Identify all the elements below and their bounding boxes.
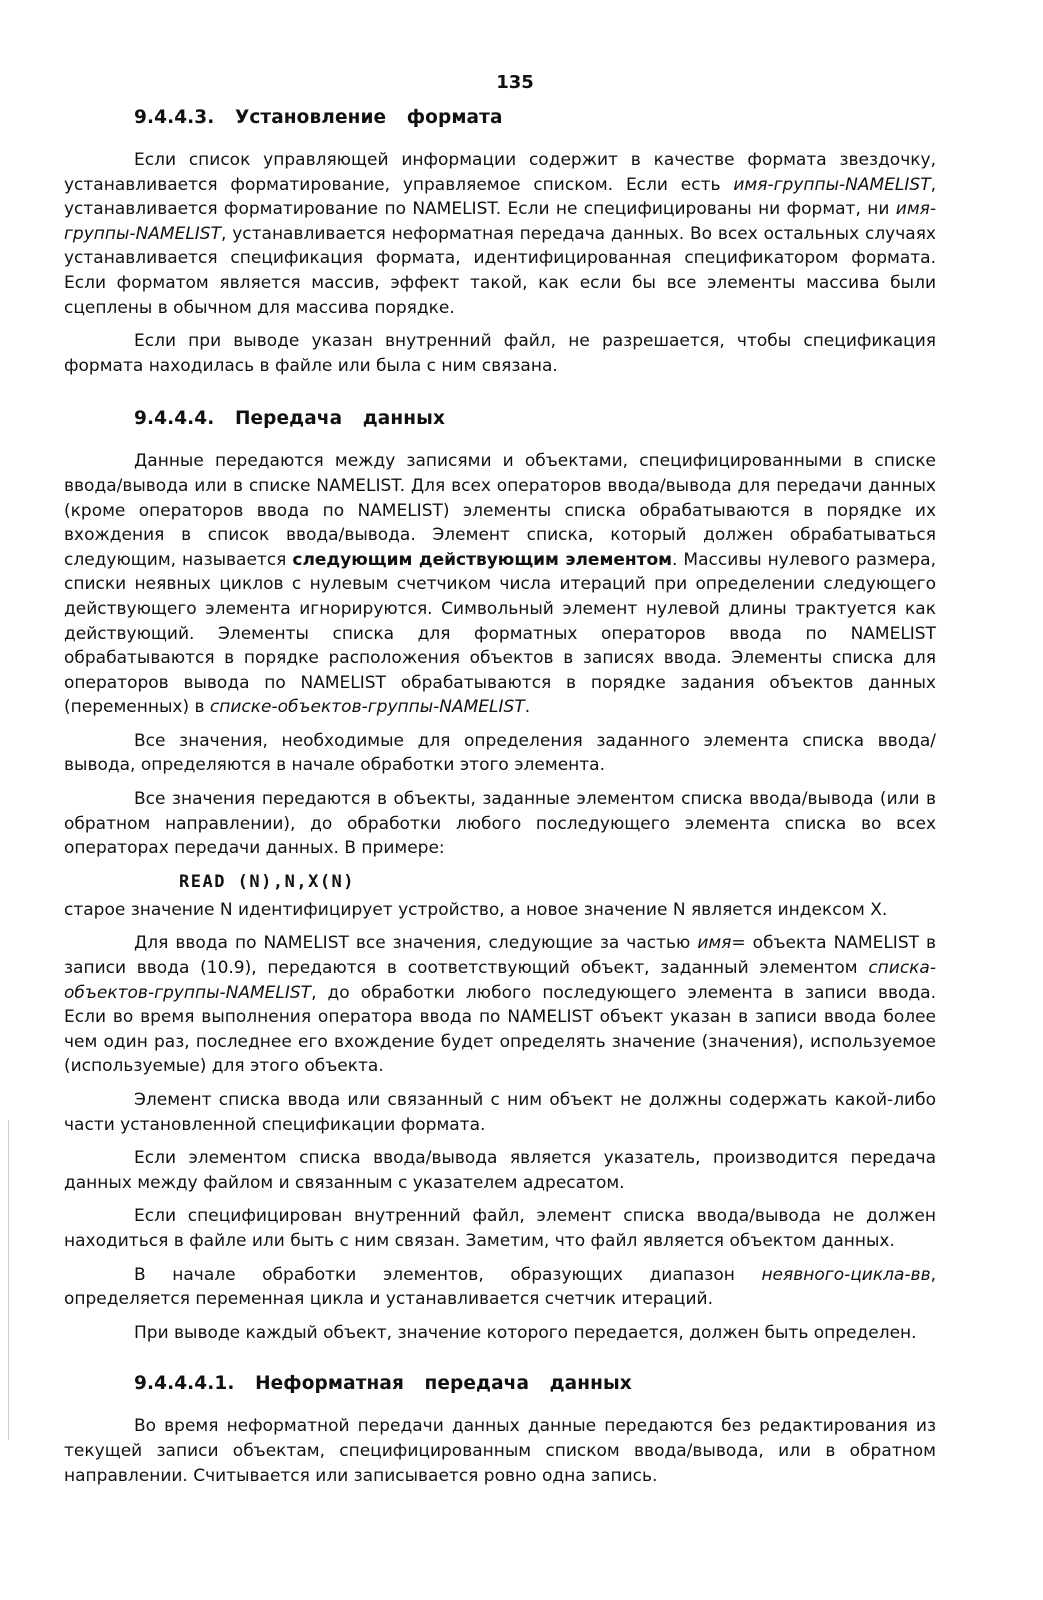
text-run: . Массивы нулевого размера, списки неявных циклов с нулевым счетчиком числа итераций при определении следующего действующего элемента игнорируются. Символьный элемент нулевой длины трактуется как действующий. Элементы списка для форматных операторов ввода по NAMELIST обрабатываются в порядке расположения объектов в записях ввода. Элементы списка для операторов вывода по NAMELIST обрабатываются в порядке задания объектов данных (переменных) в (64, 549, 936, 718)
italic-term: имя= (697, 933, 746, 954)
section-number: 9.4.4.4. (134, 408, 215, 430)
section-number: 9.4.4.4.1. (134, 1373, 235, 1395)
paragraph: Все значения, необходимые для определения заданного элемента списка ввода/вывода, определяются в начале обработки этого элемента. (64, 730, 936, 776)
paragraph: Если при выводе указан внутренний файл, не разрешается, чтобы спецификация формата находилась в файле или была с ним связана. (64, 331, 936, 376)
text-run: объекта NAMELIST в записи ввода (10.9), передаются в соответствующий объект, заданный элементом (64, 933, 936, 979)
paragraph: Элемент списка ввода или связанный с ним объект не должны содержать какой-либо части установленной спецификации формата. (64, 1090, 936, 1135)
italic-term: неявного-цикла-вв (761, 1264, 931, 1285)
text-run: , до обработки любого последующего элемента в записи ввода. Если во время выполнения оператора ввода по NAMELIST объект указан в записи ввода более чем один раз, последнее его вхождение будет определять значение (значения), используемое (используемые) для этого объекта. (64, 982, 936, 1077)
paragraph: Все значения передаются в объекты, заданные элементом списка ввода/вывода (или в обратном направлении), до обработки любого последующего элемента списка во всех операторах передачи данных. В примере: (64, 789, 936, 859)
section-title: Передача данных (234, 408, 445, 430)
paragraph (64, 148, 936, 320)
paragraph: Если специфицирован внутренний файл, элемент списка ввода/вывода не должен находиться в файле или быть с ним связан. Заметим, что файл является объектом данных. (64, 1206, 936, 1251)
paragraph (64, 1263, 936, 1312)
section-heading-9-4-4-4 (64, 408, 936, 429)
text-run: Если список управляющей информации содержит в качестве формата звездочку, устанавливается форматирование, управляемое списком. Если есть (64, 150, 936, 195)
text-run: , устанавливается форматирование по NAMELIST. Если не специфицированы ни формат, ни (64, 174, 936, 220)
italic-term: имя-группы-NAMELIST (733, 174, 931, 195)
section-number: 9.4.4.3. (134, 107, 215, 128)
section-heading-9-4-4-4-1 (64, 1373, 936, 1394)
scan-margin-line (8, 1120, 9, 1440)
text-run: , устанавливается неформатная передача данных. Во всех остальных случаях устанавливается спецификация формата, идентифицированная спецификатором формата. Если форматом является массив, эффект такой, как если бы все элементы массива были сцеплены в обычном для массива порядке. (64, 223, 936, 318)
italic-term: списка-объектов-группы-NAMELIST (64, 958, 936, 1003)
text-run: , определяется переменная цикла и устанавливается счетчик итераций. (64, 1264, 936, 1310)
section-title: Неформатная передача данных (255, 1373, 632, 1395)
section-title: Установление формата (234, 107, 503, 128)
document-page (64, 72, 936, 1497)
page-number: 135 (496, 72, 534, 93)
paragraph: Во время неформатной передачи данных данные передаются без редактирования из текущей записи объектам, специфицированным списком ввода/вывода, или в обратном направлении. Считывается или записывается ровно одна запись. (64, 1416, 936, 1486)
text-run: . (524, 697, 531, 718)
bold-term: следующим действующим элементом (292, 549, 673, 570)
section-heading-9-4-4-3 (64, 107, 936, 128)
paragraph: При выводе каждый объект, значение которого передается, должен быть определен. (134, 1322, 917, 1343)
italic-term: списке-объектов-группы-NAMELIST (209, 697, 525, 718)
text-run: В начале обработки элементов, образующих диапазон (134, 1264, 762, 1285)
paragraph: Если элементом списка ввода/вывода является указатель, производится передача данных между файлом и связанным с указателем адресатом. (64, 1148, 936, 1193)
paragraph (64, 449, 936, 720)
code-example: READ (N),N,X(N) (179, 871, 356, 892)
paragraph: старое значение N идентифицирует устройство, а новое значение N является индексом X. (64, 899, 888, 920)
text-run: Данные передаются между записями и объектами, специфицированными в списке ввода/вывода или в списке NAMELIST. Для всех операторов ввода/вывода для передачи данных (кроме операторов ввода по NAMELIST) элементы списка обрабатываются в порядке их вхождения в список ввода/вывода. Элемент списка, который должен обрабатываться следующим, называется (64, 451, 936, 570)
italic-term: имя-группы-NAMELIST (64, 199, 936, 244)
paragraph (64, 931, 936, 1079)
text-run: Для ввода по NAMELIST все значения, следующие за частью (134, 933, 698, 954)
